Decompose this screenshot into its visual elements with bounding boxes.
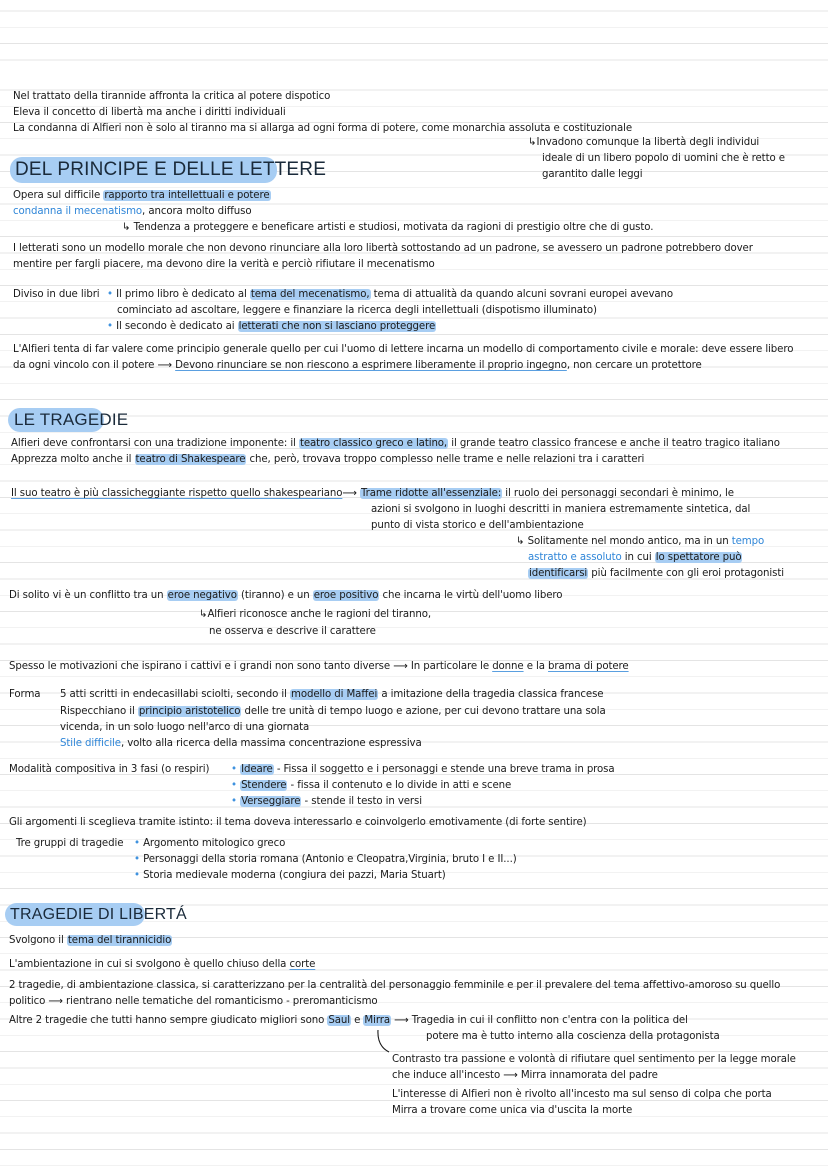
modalita-item-1: • Ideare - Fissa il soggetto e i personaggi e stende una breve trama in prosa: [231, 764, 615, 775]
hook-arrow-icon: ↳: [528, 137, 537, 148]
liberta-line-7: Contrasto tra passione e volontà di rifiutare quel sentimento per la legge morale: [392, 1054, 796, 1065]
bullet-icon: •: [134, 854, 140, 865]
intro-note-2: ideale di un libero popolo di uomini che è retto e: [542, 153, 785, 164]
bullet-icon: •: [107, 321, 113, 332]
intro-note-1: ↳Invadono comunque la libertà degli individui: [528, 137, 760, 148]
liberta-line-1: Svolgono il tema del tirannicidio: [9, 935, 172, 946]
arrow-icon: ⟶: [342, 488, 357, 499]
hook-arrow-icon: ↳: [199, 609, 208, 620]
tragedie-line-2: Apprezza molto anche il teatro di Shakespeare che, però, trovava troppo complesso nelle trame e nelle relazioni tra i caratteri: [11, 454, 645, 465]
liberta-line-6: potere ma è tutto interno alla coscienza della protagonista: [426, 1031, 720, 1042]
principe-line-2: condanna il mecenatismo, ancora molto diffuso: [13, 206, 252, 217]
curved-arrow-icon: [375, 1028, 391, 1058]
tragedie-line-1: Alfieri deve confrontarsi con una tradizione imponente: il teatro classico greco e latino, il grande teatro classico francese e anche il teatro tragico italiano: [11, 438, 780, 449]
modalita-item-2: • Stendere - fissa il contenuto e lo divide in atti e scene: [231, 780, 512, 791]
intro-line-3: La condanna di Alfieri non è solo al tiranno ma si allarga ad ogni forma di potere, come monarchia assoluta e costituzionale: [13, 123, 633, 134]
conflitto-line-2: ↳Alfieri riconosce anche le ragioni del tiranno,: [199, 609, 431, 620]
motivazioni-line: Spesso le motivazioni che ispirano i cattivi e i grandi non sono tanto diverse ⟶ In particolare le donne e la brama di potere: [9, 661, 629, 672]
gruppi-item-2: • Personaggi della storia romana (Antonio e Cleopatra,Virginia, bruto I e II...): [134, 854, 517, 865]
intro-line-2: Eleva il concetto di libertà ma anche i diritti individuali: [13, 107, 286, 118]
diviso-item-1: • Il primo libro è dedicato al tema del mecenatismo, tema di attualità da quando alcuni sovrani europei avevano: [107, 289, 674, 300]
diviso-label: Diviso in due libri: [13, 289, 100, 300]
gruppi-label: Tre gruppi di tragedie: [16, 838, 124, 849]
liberta-line-3: 2 tragedie, di ambientazione classica, si caratterizzano per la centralità del personaggio femminile e per il prevalere del tema affettivo-amoroso su quello: [9, 980, 781, 991]
gruppi-item-3: • Storia medievale moderna (congiura dei pazzi, Maria Stuart): [134, 870, 446, 881]
section-title-tragedie: LE TRAGEDIE: [14, 410, 129, 429]
principe-quote-2: da ogni vincolo con il potere ⟶ Devono rinunciare se non riescono a esprimere liberamente il proprio ingegno, non cercare un protettore: [13, 360, 702, 371]
liberta-line-4: politico ⟶ rientrano nelle tematiche del romanticismo - preromanticismo: [9, 996, 378, 1007]
intro-line-1: Nel trattato della tirannide affronta la critica al potere dispotico: [13, 91, 331, 102]
arrow-icon: ⟶: [393, 661, 408, 672]
tragedie-line-7: astratto e assoluto in cui lo spettatore può: [528, 552, 742, 563]
bullet-icon: •: [134, 870, 140, 881]
bullet-icon: •: [231, 764, 237, 775]
liberta-line-10: Mirra a trovare come unica via d'uscita la morte: [392, 1105, 633, 1116]
hook-arrow-icon: ↳: [122, 222, 131, 233]
conflitto-line-3: ne osserva e descrive il carattere: [209, 626, 376, 637]
liberta-line-9: L'interesse di Alfieri non è rivolto all'incesto ma sul senso di colpa che porta: [392, 1089, 772, 1100]
bullet-icon: •: [107, 289, 113, 300]
tragedie-line-4: azioni si svolgono in luoghi descritti in maniera estremamente sintetica, dal: [371, 504, 751, 515]
intro-note-3: garantito dalle leggi: [542, 169, 643, 180]
forma-label: Forma: [9, 689, 41, 700]
bullet-icon: •: [231, 796, 237, 807]
principe-para-2: mentire per fargli piacere, ma devono dire la verità e perciò rifiutare il mecenatismo: [13, 259, 435, 270]
bullet-icon: •: [134, 838, 140, 849]
section-title-principe: DEL PRINCIPE E DELLE LETTERE: [15, 159, 327, 180]
diviso-item-1-cont: cominciato ad ascoltare, leggere e finanziare la ricerca degli intellettuali (dispotismo illuminato): [117, 305, 597, 316]
principe-line-3: ↳ Tendenza a proteggere e beneficare artisti e studiosi, motivata da ragioni di prestigio oltre che di gusto.: [122, 222, 654, 233]
tragedie-line-6: ↳ Solitamente nel mondo antico, ma in un tempo: [516, 536, 765, 547]
hook-arrow-icon: ↳: [516, 536, 525, 547]
argomenti-line: Gli argomenti li sceglieva tramite istinto: il tema doveva interessarlo e coinvolgerlo emotivamente (di forte sentire): [9, 817, 587, 828]
arrow-icon: ⟶: [157, 360, 173, 371]
forma-line-1: 5 atti scritti in endecasillabi sciolti, secondo il modello di Maffei a imitazione della tragedia classica francese: [60, 689, 604, 700]
modalita-label: Modalità compositiva in 3 fasi (o respiri): [9, 764, 210, 775]
diviso-item-2: • Il secondo è dedicato ai letterati che non si lasciano proteggere: [107, 321, 436, 332]
forma-line-2: Rispecchiano il principio aristotelico delle tre unità di tempo luogo e azione, per cui devono trattare una sola: [60, 706, 606, 717]
liberta-line-8: che induce all'incesto ⟶ Mirra innamorata del padre: [392, 1070, 658, 1081]
forma-line-3: vicenda, in un solo luogo nell'arco di una giornata: [60, 722, 310, 733]
liberta-line-5: Altre 2 tragedie che tutti hanno sempre giudicato migliori sono Saul e Mirra ⟶ Tragedia in cui il conflitto non c'entra con la politica del: [9, 1015, 688, 1026]
gruppi-item-1: • Argomento mitologico greco: [134, 838, 286, 849]
modalita-item-3: • Verseggiare - stende il testo in versi: [231, 796, 422, 807]
tragedie-line-8: identificarsi più facilmente con gli eroi protagonisti: [529, 568, 784, 579]
tragedie-line-5: punto di vista storico e dell'ambientazione: [371, 520, 584, 531]
principe-line-1: Opera sul difficile rapporto tra intellettuali e potere: [13, 190, 270, 201]
principe-quote-1: L'Alfieri tenta di far valere come principio generale quello per cui l'uomo di lettere incarna un modello di comportamento civile e morale: deve essere libero: [13, 344, 794, 355]
arrow-icon: ⟶: [394, 1015, 409, 1026]
tragedie-line-3: Il suo teatro è più classicheggiante rispetto quello shakespeariano⟶ Trame ridotte all'essenziale: il ruolo dei personaggi secondari è minimo, le: [11, 488, 734, 499]
section-title-liberta: TRAGEDIE DI LIBERTÁ: [10, 906, 187, 923]
principe-para-1: I letterati sono un modello morale che non devono rinunciare alla loro libertà sottostando ad un padrone, se avessero un padrone potrebbero dover: [13, 243, 753, 254]
forma-line-4: Stile difficile, volto alla ricerca della massima concentrazione espressiva: [60, 738, 422, 749]
bullet-icon: •: [231, 780, 237, 791]
liberta-line-2: L'ambientazione in cui si svolgono è quello chiuso della corte: [9, 959, 316, 970]
conflitto-line-1: Di solito vi è un conflitto tra un eroe negativo (tiranno) e un eroe positivo che incarna le virtù dell'uomo libero: [9, 590, 563, 601]
